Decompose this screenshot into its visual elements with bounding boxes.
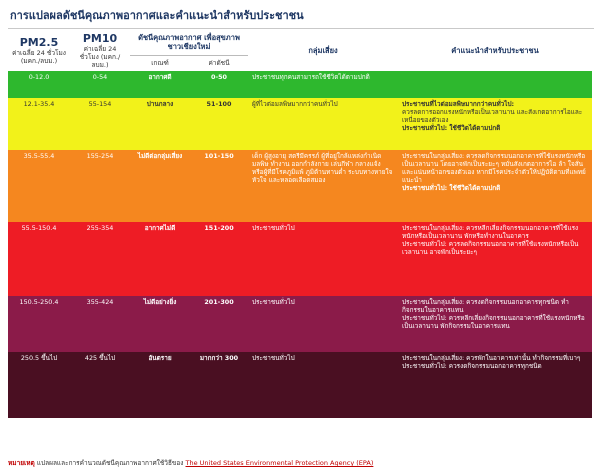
footer-note-text: แปลผลและการคำนวณดัชนีคุณภาพอากาศใช้วิธีของ bbox=[34, 459, 186, 467]
header-criteria: เกณฑ์ bbox=[130, 55, 190, 71]
header-index-group bbox=[130, 30, 248, 55]
pm10-range: 355-424 bbox=[86, 298, 114, 306]
risk-group: ประชาชนทั่วไป bbox=[252, 298, 295, 306]
table-row-moderate bbox=[8, 98, 592, 150]
risk-group: ประชาชนทั่วไป bbox=[252, 224, 295, 232]
aqi-index: 101-150 bbox=[204, 152, 234, 160]
advice-line: ประชาชนทั่วไป: ควรลดกิจกรรมนอกอาคารที่ใช้แรงหนักหรือเป็นเวลานาน อาจพักเป็นระยะๆ bbox=[402, 240, 579, 256]
aqi-index: มากกว่า 300 bbox=[199, 354, 239, 362]
table-row-very-unhealthy bbox=[8, 296, 592, 352]
header-index-value: ค่าดัชนี bbox=[190, 55, 248, 71]
pm10-range: 0-54 bbox=[92, 73, 108, 81]
aqi-index: 0-50 bbox=[211, 73, 227, 81]
advice-line: ประชาชนในกลุ่มเสี่ยง: ควรลดกิจกรรมนอกอาคารที่ใช้แรงหนักหรือเป็นเวลานาน โดยอาจพักเป็นระยะๆ หมั่นสังเกตอาการไอ ล้า ใจสั่น และแน่นหน้าอกของตัวเอง หากมีโรคประจำตัวให้ปฏิบัติตามที่แพทย์แนะนำ bbox=[402, 152, 586, 184]
header-risk-group-label: กลุ่มเสี่ยง bbox=[308, 45, 338, 55]
aqi-level: อากาศไม่ดี bbox=[144, 224, 176, 232]
pm25-range: 150.5-250.4 bbox=[19, 298, 59, 306]
aqi-table bbox=[8, 30, 592, 418]
aqi-level: ไม่ดีอย่างยิ่ง bbox=[143, 298, 177, 306]
table-row-sensitive bbox=[8, 150, 592, 222]
header-pm25 bbox=[8, 30, 70, 71]
aqi-index: 51-100 bbox=[206, 100, 232, 108]
pm10-range: 55-154 bbox=[88, 100, 112, 108]
pm10-range: 155-254 bbox=[86, 152, 114, 160]
pm25-range: 55.5-150.4 bbox=[21, 224, 57, 232]
advice-line: ประชาชนทั่วไป: ใช้ชีวิตได้ตามปกติ bbox=[402, 124, 501, 132]
header-index-group-label: ดัชนีคุณภาพอากาศ เพื่อสุขภาพชาวเชียงใหม่ bbox=[138, 33, 240, 52]
table-row-unhealthy bbox=[8, 222, 592, 296]
table-row-good bbox=[8, 71, 592, 98]
table-row-hazardous bbox=[8, 352, 592, 418]
advice-cell bbox=[398, 222, 592, 296]
advice-line: ประชาชนทั่วไป: ใช้ชีวิตได้ตามปกติ bbox=[402, 184, 501, 192]
header-pm10-sub: ค่าเฉลี่ย 24 ชั่วโมง (มคก./ลบม.) bbox=[79, 45, 121, 69]
advice-line: ประชาชนทั่วไป: ควรงดกิจกรรมนอกอาคารทุกชนิด bbox=[402, 362, 542, 370]
header-pm25-sub: ค่าเฉลี่ย 24 ชั่วโมง (มคก./ลบม.) bbox=[12, 49, 66, 65]
epa-link[interactable]: The United States Environmental Protection Agency (EPA) bbox=[185, 459, 374, 467]
header-pm10-label: PM10 bbox=[82, 32, 118, 45]
header-risk-group bbox=[248, 30, 398, 71]
aqi-level: อากาศดี bbox=[148, 73, 172, 81]
risk-group: เด็ก ผู้สูงอายุ สตรีมีครรภ์ ผู้ที่อยู่ใกล้แหล่งกำเนิดมลพิษ ทำงาน ออกกำลังกาย เล่นกีฬา กลางแจ้ง หรือผู้ที่มีโรคภูมิแพ้ ภูมิต้านทานต่ำ ระบบทางหายใจ หัวใจ และหลอดเลือดสมอง bbox=[252, 152, 393, 184]
aqi-index: 201-300 bbox=[204, 298, 234, 306]
pm25-range: 35.5-55.4 bbox=[23, 152, 55, 160]
advice-cell bbox=[398, 71, 592, 98]
pm10-range: 255-354 bbox=[86, 224, 114, 232]
risk-group: ผู้ที่ไวต่อมลพิษมากกว่าคนทั่วไป bbox=[252, 100, 338, 108]
aqi-level: ปานกลาง bbox=[146, 100, 174, 108]
header-pm10 bbox=[70, 30, 130, 71]
header-advice-label: คำแนะนำสำหรับประชาชน bbox=[451, 45, 539, 55]
aqi-index: 151-200 bbox=[204, 224, 234, 232]
advice-cell bbox=[398, 296, 592, 352]
risk-group: ประชาชนทุกคนสามารถใช้ชีวิตได้ตามปกติ bbox=[252, 73, 370, 81]
page-title: การแปลผลดัชนีคุณภาพอากาศและคำแนะนำสำหรับประชาชน bbox=[8, 6, 594, 29]
aqi-level: อันตราย bbox=[148, 354, 172, 362]
header-advice bbox=[398, 30, 592, 71]
footer-note bbox=[8, 457, 592, 469]
advice-cell bbox=[398, 352, 592, 418]
advice-line: ประชาชนในกลุ่มเสี่ยง: ควรพักในอาคารเท่านั้น ทำกิจกรรมที่เบาๆ bbox=[402, 354, 581, 362]
pm10-range: 425 ขึ้นไป bbox=[84, 354, 116, 362]
pm25-range: 250.5 ขึ้นไป bbox=[20, 354, 58, 362]
advice-cell bbox=[398, 150, 592, 222]
advice-line: ประชาชนทั่วไป: ควรหลีกเลี่ยงกิจกรรมนอกอาคารที่ใช้แรงหนักหรือเป็นเวลานาน พักกิจกรรมในอาคารแทน bbox=[402, 314, 585, 330]
advice-line: ประชาชนในกลุ่มเสี่ยง: ควรงดกิจกรรมนอกอาคารทุกชนิด ทำกิจกรรมในอาคารแทน bbox=[402, 298, 569, 314]
footer-note-label: หมายเหตุ bbox=[8, 459, 35, 467]
advice-cell bbox=[398, 98, 592, 150]
header-pm25-label: PM2.5 bbox=[19, 36, 59, 49]
advice-line: ประชาชนที่ไวต่อมลพิษมากกว่าคนทั่วไป: bbox=[402, 100, 515, 108]
risk-group: ประชาชนทั่วไป bbox=[252, 354, 295, 362]
advice-line: ประชาชนในกลุ่มเสี่ยง: ควรหลีกเลี่ยงกิจกรรมนอกอาคารที่ใช้แรงหนักหรือเป็นเวลานาน พักหรือทำงานในอาคาร bbox=[402, 224, 579, 240]
advice-line: ควรลดการออกแรงหนักหรือเป็นเวลานาน และสังเกตอาการไอและเหนื่อยของตัวเอง bbox=[402, 108, 583, 124]
pm25-range: 12.1-35.4 bbox=[23, 100, 55, 108]
pm25-range: 0-12.0 bbox=[28, 73, 50, 81]
aqi-level: ไม่ดีต่อกลุ่มเสี่ยง bbox=[137, 152, 183, 160]
